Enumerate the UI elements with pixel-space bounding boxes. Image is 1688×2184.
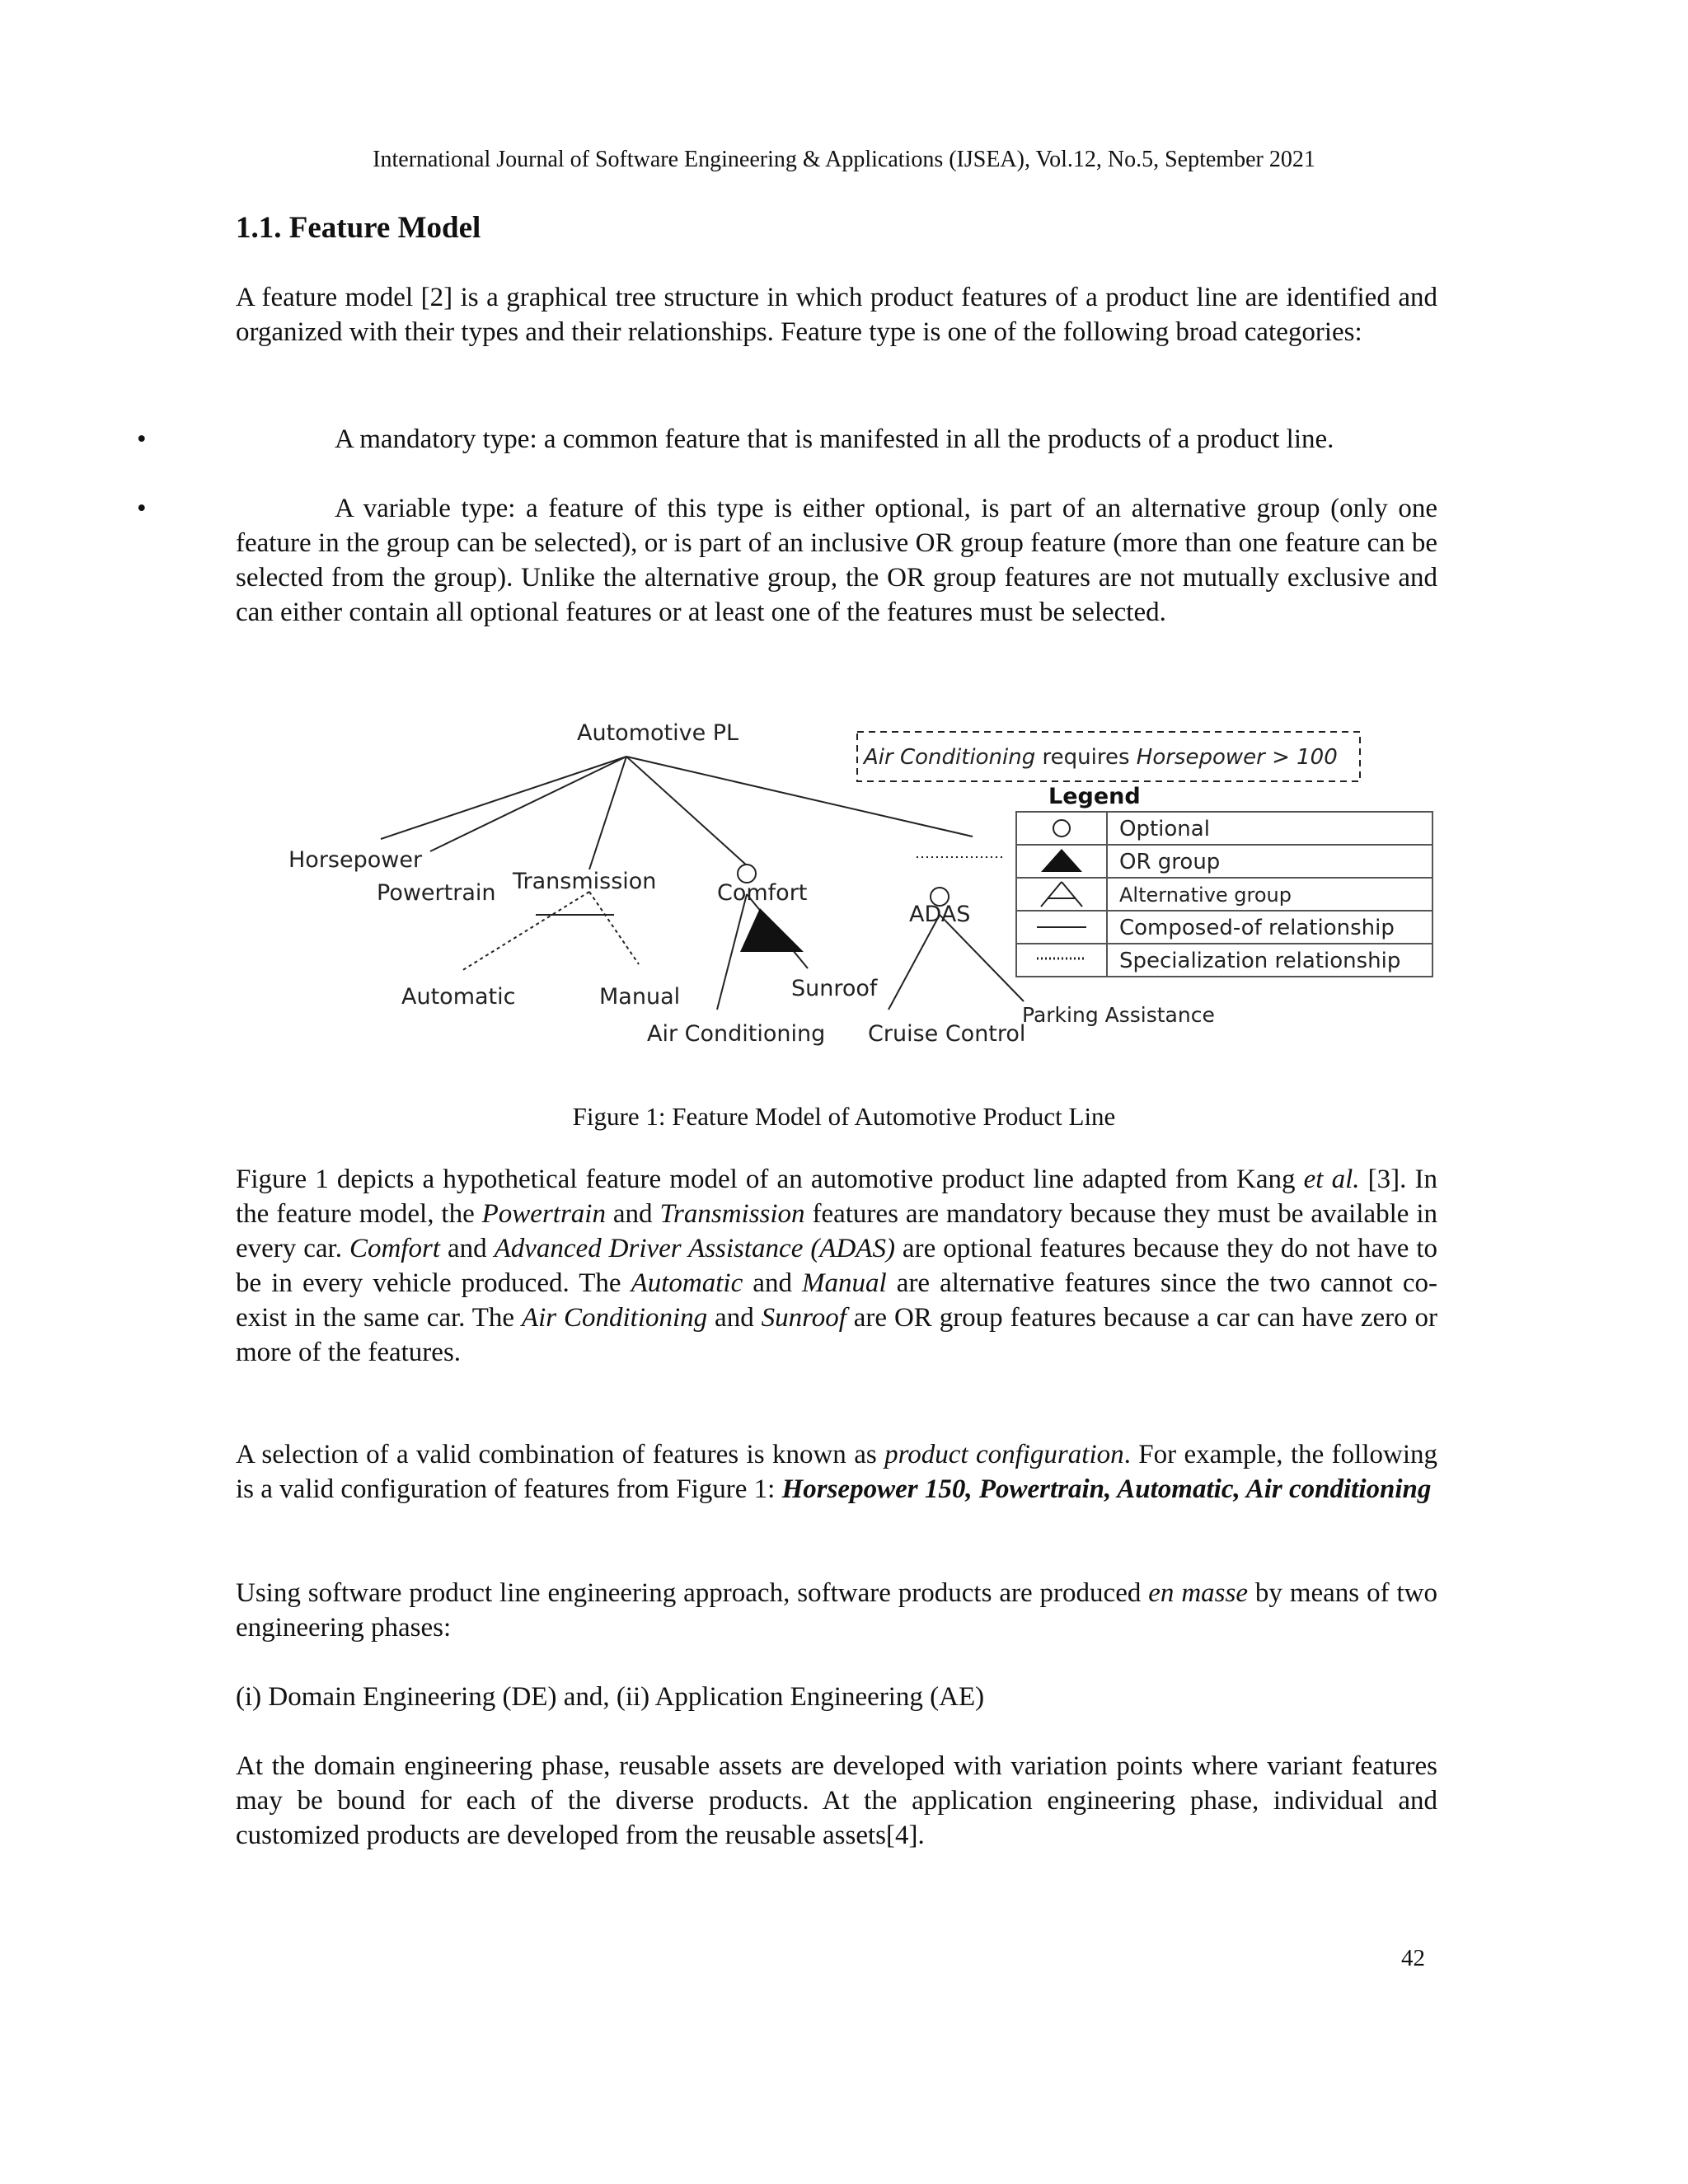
text-run: [3]. In the feature model, the: [236, 1165, 1438, 1229]
legend-optional-icon: [1053, 820, 1070, 837]
text-run: Using software product line engineering approach, software products are produced: [236, 1578, 1149, 1608]
legend-or-group-icon: [1041, 849, 1082, 872]
text-run: Air Conditioning: [521, 1303, 708, 1333]
bullet-variable-text: A variable type: a feature of this type is either optional, is part of an alternative group (only one feature in the group can be selected), or is part of an inclusive OR group feature (more than one feature can be selected from the group). Unlike the alternative group, the OR group features are not mutually exclusive and can either contain all optional features or at least one of the features must be selected.: [236, 494, 1437, 627]
text-run: Figure 1 depicts a hypothetical feature model of an automotive product line adapted from Kang: [236, 1165, 1304, 1194]
page-number: 42: [1401, 1945, 1425, 1971]
text-run: and: [743, 1268, 803, 1298]
legend-specialization: Specialization relationship: [1119, 949, 1401, 973]
edge-root-horsepower: [381, 757, 626, 839]
text-run: are OR group features because a car can have zero or more of the features.: [236, 1303, 1437, 1367]
edge-adas-cruise: [889, 915, 940, 1010]
legend-or-group: OR group: [1119, 850, 1221, 874]
node-automotive-pl: Automotive PL: [577, 721, 739, 746]
bullet-variable: [137, 491, 1437, 630]
text-run: features are mandatory because they must be available in every car.: [236, 1199, 1438, 1263]
bullet-mandatory-text: A mandatory type: a common feature that is manifested in all the products of a product line.: [335, 424, 1334, 454]
legend-optional: Optional: [1119, 817, 1210, 841]
constraint-text: [862, 745, 1338, 770]
text-run: by means of two engineering phases:: [236, 1578, 1437, 1643]
text-run: Manual: [802, 1268, 887, 1298]
node-comfort: Comfort: [717, 880, 808, 906]
text-run: and: [707, 1303, 762, 1333]
node-powertrain: Powertrain: [377, 880, 496, 906]
edge-adas-parking: [940, 915, 1024, 1001]
text-run: Transmission: [659, 1199, 805, 1229]
edge-transmission-manual: [589, 892, 639, 964]
text-run: Horsepower 150, Powertrain, Automatic, Air conditioning: [781, 1474, 1432, 1504]
legend-composed-of: Composed-of relationship: [1119, 916, 1395, 940]
figure-caption: Figure 1: Feature Model of Automotive Product Line: [572, 1102, 1116, 1131]
text-run: Sunroof: [761, 1303, 846, 1333]
constraint-requires: requires: [1035, 745, 1137, 770]
node-parking-assistance: Parking Assistance: [1022, 1003, 1215, 1027]
text-run: are optional features because they do not have to be in every vehicle produced. The: [236, 1234, 1437, 1298]
text-run: are alternative features since the two cannot co-exist in the same car. The: [236, 1268, 1438, 1333]
domain-engineering-paragraph: At the domain engineering phase, reusable assets are developed with variation points where variant features may be bound for each of the diverse products. At the application engineering phase, individual and customized products are developed from the reusable assets[4].: [236, 1751, 1437, 1850]
intro-paragraph: A feature model [2] is a graphical tree structure in which product features of a product line are identified and organized with their types and their relationships. Feature type is one of the following broad categories:: [236, 283, 1437, 347]
text-run: and: [439, 1234, 495, 1263]
text-run: and: [605, 1199, 660, 1229]
or-group-icon: [740, 908, 804, 952]
text-run: Powertrain: [481, 1199, 606, 1229]
text-run: en masse: [1148, 1578, 1248, 1608]
node-horsepower: Horsepower: [288, 847, 423, 873]
text-run: product configuration: [884, 1440, 1124, 1469]
node-manual: Manual: [599, 984, 681, 1010]
bullet-icon: •: [137, 424, 147, 454]
text-run: Automatic: [631, 1268, 743, 1298]
spl-paragraph: [236, 1576, 1437, 1645]
text-run: Advanced Driver Assistance (ADAS): [494, 1234, 895, 1263]
text-run: Comfort: [349, 1234, 440, 1263]
node-air-conditioning: Air Conditioning: [647, 1021, 826, 1047]
edge-root-transmission: [589, 757, 626, 869]
figure-description-paragraph: [236, 1162, 1437, 1370]
legend-alternative-group: Alternative group: [1119, 883, 1292, 907]
text-run: A selection of a valid combination of features is known as: [236, 1440, 885, 1469]
edge-root-comfort: [626, 757, 747, 865]
node-sunroof: Sunroof: [791, 976, 878, 1001]
edge-root-powertrain: [430, 757, 626, 851]
node-transmission: Transmission: [513, 869, 657, 894]
constraint-condition: Horsepower > 100: [1136, 745, 1338, 770]
bullet-mandatory: [137, 422, 1437, 457]
configuration-paragraph: [236, 1437, 1437, 1507]
node-cruise-control: Cruise Control: [868, 1021, 1026, 1047]
text-run: . For example, the following is a valid configuration of features from Figure 1:: [236, 1440, 1438, 1504]
node-adas: ADAS: [909, 902, 971, 927]
phases-paragraph: (i) Domain Engineering (DE) and, (ii) Application Engineering (AE): [236, 1682, 985, 1712]
running-head: International Journal of Software Engineering & Applications (IJSEA), Vol.12, No.5, September 2021: [373, 147, 1315, 172]
legend-alternative-icon: [1041, 882, 1082, 907]
bullet-icon: •: [137, 494, 147, 523]
node-automatic: Automatic: [401, 984, 516, 1010]
constraint-feature: Air Conditioning: [864, 745, 1036, 770]
text-run: et al.: [1303, 1165, 1360, 1194]
section-title: 1.1. Feature Model: [236, 211, 481, 245]
legend-title: Legend: [1048, 784, 1141, 809]
feature-model-figure: [280, 721, 1467, 1076]
